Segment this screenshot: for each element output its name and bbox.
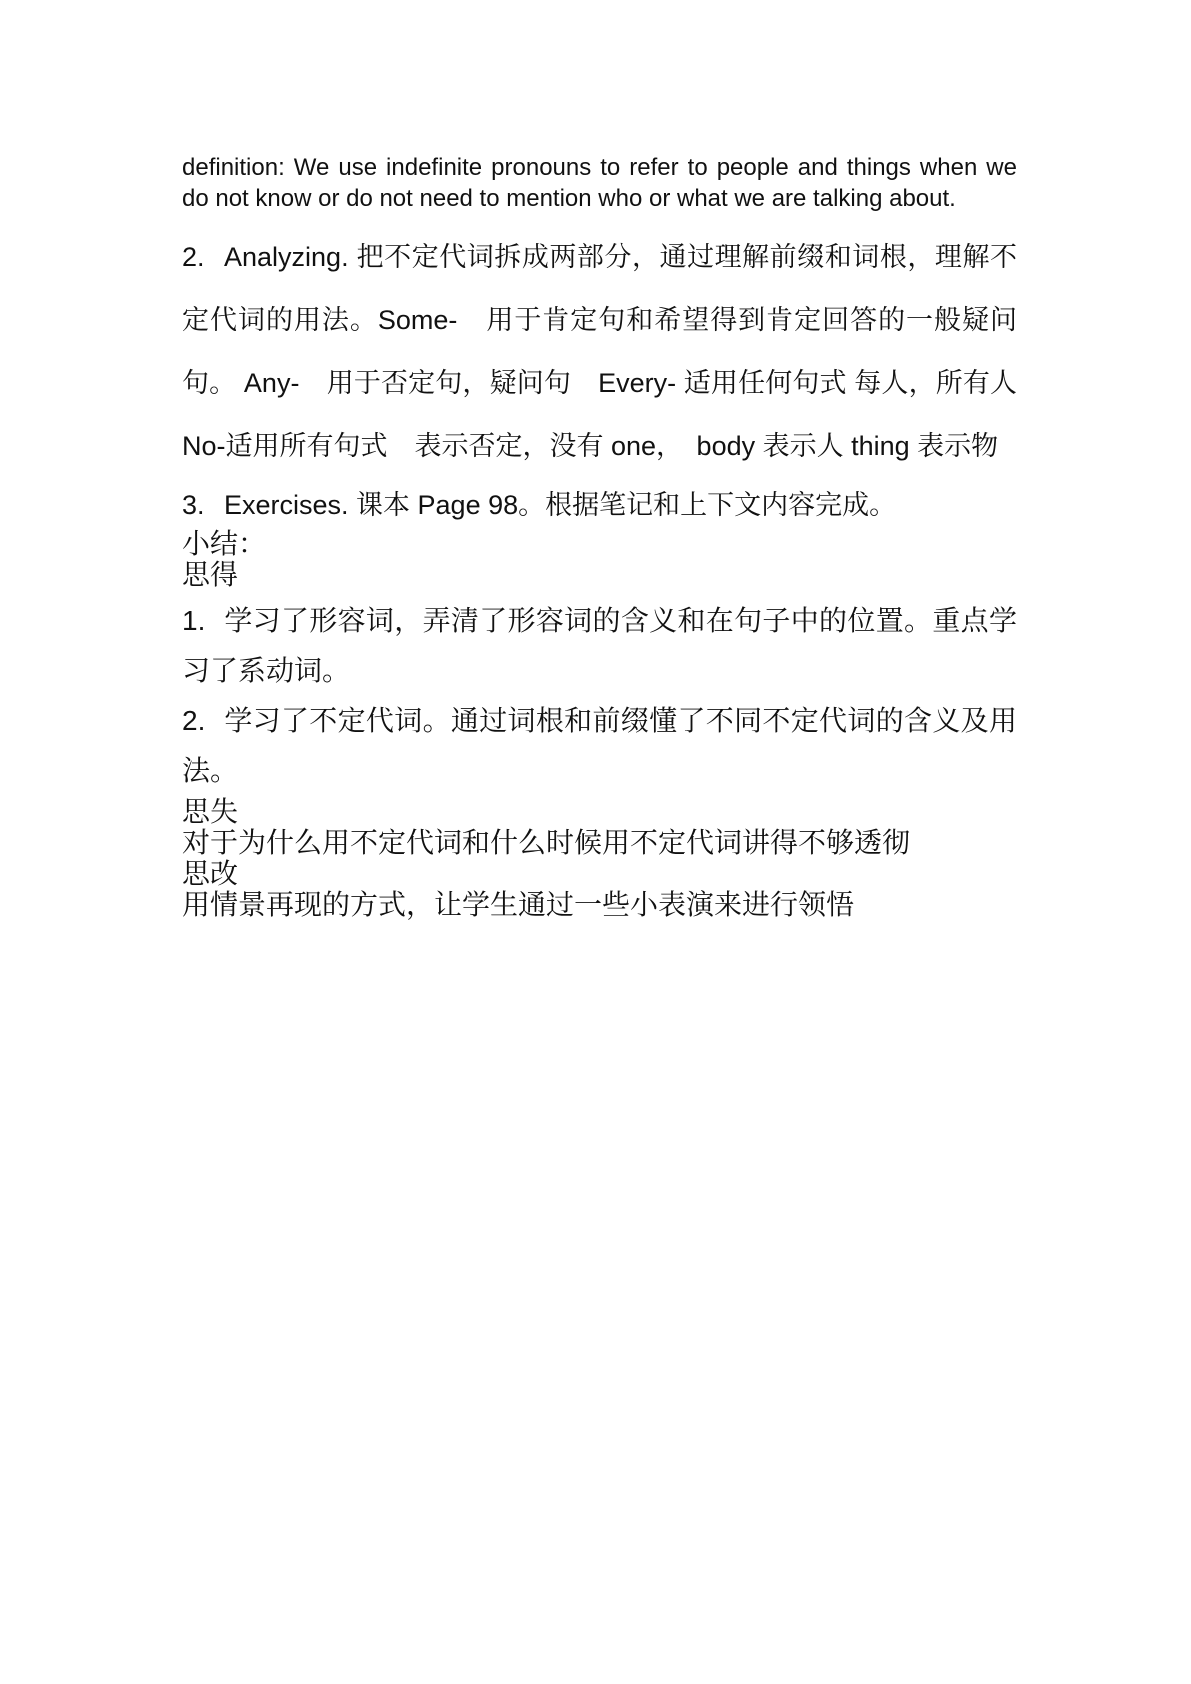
gains-item-1-text: 学习了形容词，弄清了形容词的含义和在句子中的位置。重点学习了系动词。: [182, 605, 1017, 686]
analyzing-number: 2.: [182, 242, 205, 272]
improve-text: 用情景再现的方式，让学生通过一些小表演来进行领悟: [182, 889, 855, 920]
exercises-text: Exercises. 课本 Page 98。根据笔记和上下文内容完成。: [224, 490, 897, 520]
gains-item-1-number: 1.: [182, 605, 206, 636]
losses-heading: 思失: [182, 796, 239, 827]
gains-item-1: [182, 596, 1017, 696]
exercises-number: 3.: [182, 490, 205, 520]
losses-text: 对于为什么用不定代词和什么时候用不定代词讲得不够透彻: [182, 827, 911, 858]
analyzing-text: Analyzing. 把不定代词拆成两部分，通过理解前缀和词根，理解不定代词的用法。Some- 用于肯定句和希望得到肯定回答的一般疑问句。 Any- 用于否定句，疑问句 Every- 适用任何句式 每人，所有人 No-适用所有句式 表示否定，没有 one， body 表示人 thing 表示物: [182, 242, 1017, 461]
summary-heading: 小结：: [182, 528, 267, 559]
gains-item-2-number: 2.: [182, 705, 206, 736]
gains-item-2: [182, 696, 1017, 796]
gains-item-2-text: 学习了不定代词。通过词根和前缀懂了不同不定代词的含义及用法。: [182, 705, 1017, 786]
definition-paragraph: definition: We use indefinite pronouns to refer to people and things when we do not know or do not need to mention who or what we are talking about.: [182, 154, 1017, 212]
improve-heading: 思改: [182, 858, 239, 889]
document-page: [182, 152, 1017, 920]
analyzing-paragraph: [182, 226, 1017, 478]
exercises-paragraph: [182, 482, 1017, 528]
gains-heading: 思得: [182, 559, 239, 590]
